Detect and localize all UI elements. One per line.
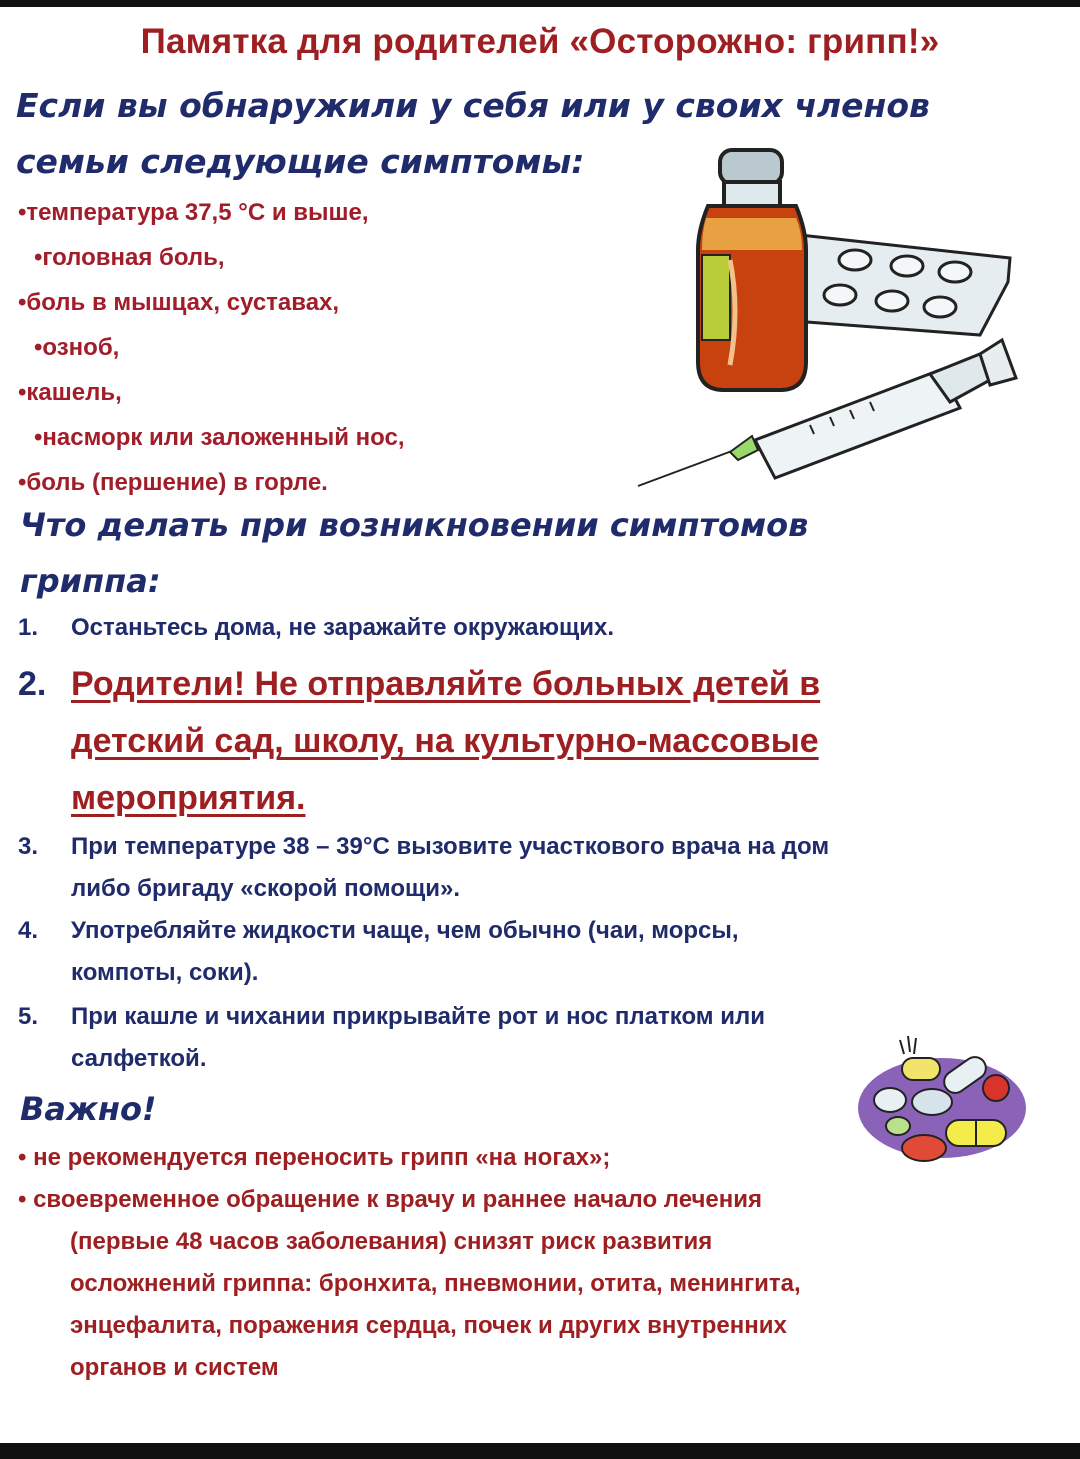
action-number: 1. xyxy=(18,614,39,641)
bottom-border xyxy=(0,1443,1080,1459)
important-heading: Важно! xyxy=(20,1090,157,1128)
action-number: 5. xyxy=(18,1003,39,1030)
symptom-item: • боль в мышцах, суставах, xyxy=(18,280,405,325)
action-text: Останьтесь дома, не заражайте окружающих. xyxy=(71,614,614,641)
action-text xyxy=(71,656,820,827)
blister-pack-icon xyxy=(780,235,1010,335)
actions-heading xyxy=(20,497,1060,609)
action-number: 4. xyxy=(18,917,39,944)
symptom-item: • головная боль, xyxy=(18,235,405,280)
actions-heading-line-1: Что делать при возникновении симптомов xyxy=(20,506,809,544)
important-item-text: своевременное обращение к врачу и раннее начало лечения xyxy=(33,1186,763,1213)
important-list xyxy=(18,1137,1068,1389)
action-number: 2. xyxy=(18,665,47,703)
action-text-line: компоты, соки). xyxy=(71,959,259,986)
important-item-text: (первые 48 часов заболевания) снизят риск развития xyxy=(70,1228,713,1255)
important-item-text: энцефалита, поражения сердца, почек и других внутренних xyxy=(70,1312,787,1339)
action-text xyxy=(71,996,765,1080)
symptom-item: • температура 37,5 °С и выше, xyxy=(18,190,405,235)
top-border xyxy=(0,0,1080,7)
action-number: 3. xyxy=(18,833,39,860)
medicine-illustration xyxy=(630,140,1080,490)
action-text-line: салфеткой. xyxy=(71,1045,207,1072)
important-item-text: не рекомендуется переносить грипп «на ногах»; xyxy=(33,1144,611,1171)
syringe-icon xyxy=(638,340,1016,486)
action-text xyxy=(71,910,739,994)
symptoms-list xyxy=(18,190,405,505)
action-text xyxy=(71,826,829,910)
action-text-line: мероприятия. xyxy=(71,779,306,817)
important-item-text: органов и систем xyxy=(70,1354,279,1381)
page-title: Памятка для родителей «Осторожно: грипп!» xyxy=(140,22,940,61)
symptom-item: • озноб, xyxy=(18,325,405,370)
actions-heading-line-2: гриппа: xyxy=(20,562,161,600)
important-item-text: осложнений гриппа: бронхита, пневмонии, отита, менингита, xyxy=(70,1270,801,1297)
action-text-line: либо бригаду «скорой помощи». xyxy=(71,875,461,902)
intro-line-2: семьи следующие симптомы: xyxy=(16,142,585,181)
medicine-bottle-icon xyxy=(698,150,806,390)
symptom-item: • кашель, xyxy=(18,370,405,415)
action-text-line: Употребляйте жидкости чаще, чем обычно (чаи, морсы, xyxy=(71,917,739,944)
symptom-item: • боль (першение) в горле. xyxy=(18,460,405,505)
important-item xyxy=(18,1137,1068,1179)
action-text-line: детский сад, школу, на культурно-массовые xyxy=(71,722,819,760)
action-text-line: Родители! Не отправляйте больных детей в xyxy=(71,665,821,703)
action-text-line: При температуре 38 – 39°С вызовите участкового врача на дом xyxy=(71,833,830,860)
symptom-item: • насморк или заложенный нос, xyxy=(18,415,405,460)
important-item xyxy=(18,1179,1068,1389)
intro-line-1: Если вы обнаружили у себя или у своих членов xyxy=(16,86,930,125)
action-text-line: При кашле и чихании прикрывайте рот и нос платком или xyxy=(71,1003,765,1030)
